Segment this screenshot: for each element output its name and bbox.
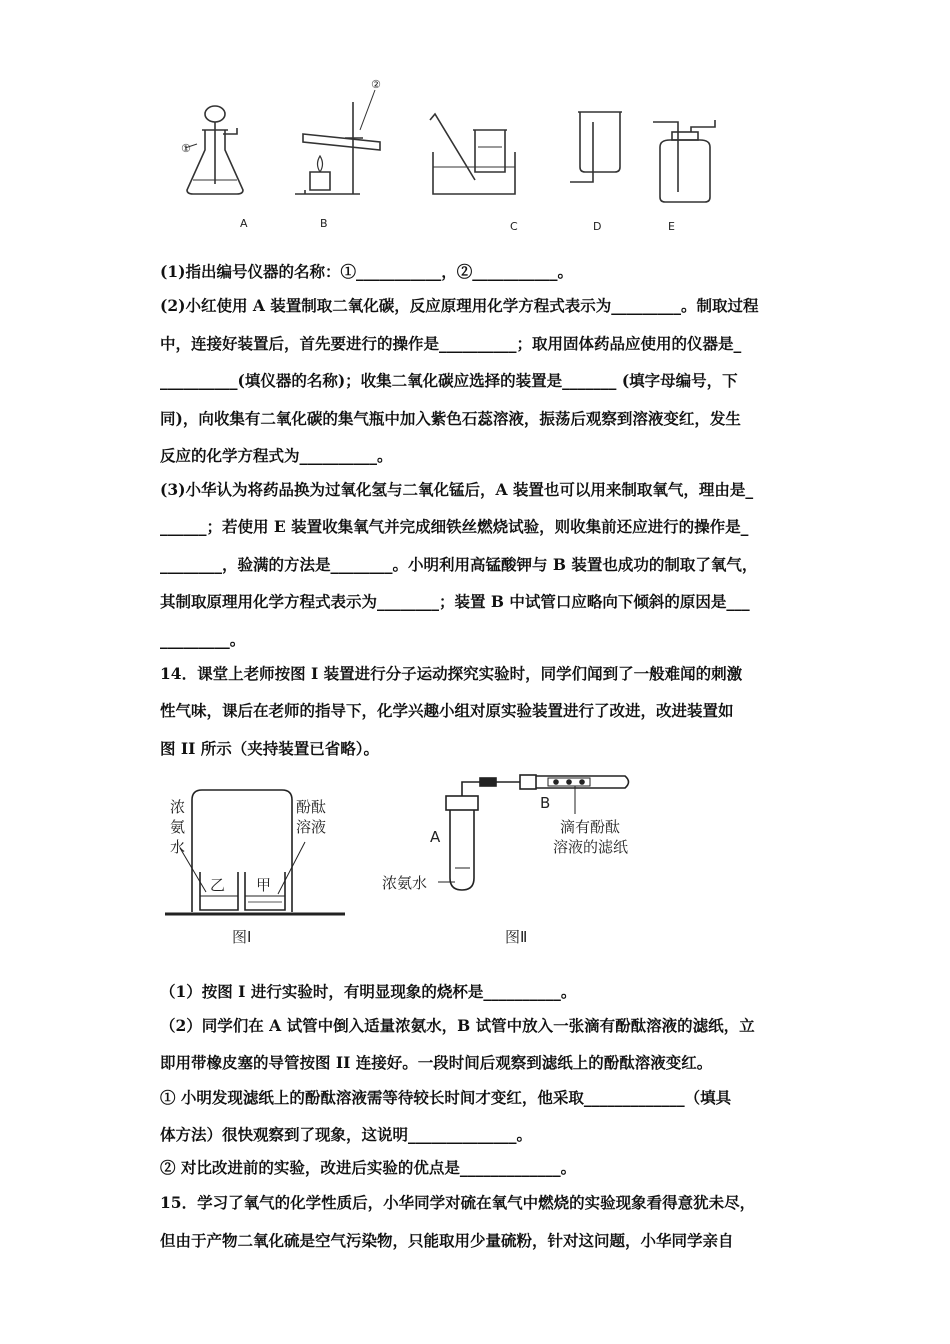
label-d: D (593, 220, 602, 233)
q13-part1: (1)指出编号仪器的名称：①___________，②___________。 (160, 262, 573, 281)
fig1-right-label: 溶液 (296, 818, 327, 836)
q13-part3-line: _________。 (160, 630, 246, 649)
apparatus-c (430, 114, 515, 194)
beaker-left-label: 乙 (210, 876, 226, 894)
q14-circle1-line: 体方法）很快观察到了现象，这说明______________。 (160, 1125, 533, 1144)
fig2-paper-label: 滴有酚酞 (560, 818, 621, 836)
q14-intro-line: 14．课堂上老师按图 I 装置进行分子运动探究实验时，同学们闻到了一般难闻的刺激 (160, 664, 743, 683)
q13-part2-line: 同)，向收集有二氧化碳的集气瓶中加入紫色石蕊溶液，振荡后观察到溶液变红，发生 (160, 409, 741, 428)
q13-part2-line: 中，连接好装置后，首先要进行的操作是__________；取用固体药品应使用的仪器是_ (160, 334, 742, 353)
fig1-left-label: 氨 (170, 818, 186, 836)
q14-intro-line: 图 II 所示（夹持装置已省略）。 (160, 739, 380, 758)
q15-line: 但由于产物二氧化硫是空气污染物，只能取用少量硫粉，针对这问题，小华同学亲自 (160, 1231, 734, 1250)
q14-circle2: ② 对比改进前的实验，改进后实验的优点是_____________。 (160, 1158, 577, 1177)
q15-line: 15．学习了氧气的化学性质后，小华同学对硫在氧气中燃烧的实验现象看得意犹未尽， (160, 1193, 756, 1212)
q13-part2-line: (2)小红使用 A 装置制取二氧化碳，反应原理用化学方程式表示为_________。制取过程 (160, 296, 759, 315)
q14-sub1: （1）按图 I 进行实验时，有明显现象的烧杯是__________。 (160, 982, 577, 1001)
fig1-left-label: 水 (170, 838, 186, 856)
fig1-right-label: 酚酞 (296, 798, 327, 816)
apparatus-a (185, 106, 243, 194)
apparatus-b (295, 90, 380, 194)
q13-part3-line: 其制取原理用化学方程式表示为________；装置 B 中试管口应略向下倾斜的原因是___ (160, 592, 750, 611)
apparatus-figure-a-to-e (175, 72, 735, 237)
q13-part3-line: (3)小华认为将药品换为过氧化氢与二氧化锰后，A 装置也可以用来制取氧气，理由是_ (160, 480, 754, 499)
fig2-caption: 图Ⅱ (505, 928, 528, 946)
label-c: C (510, 220, 518, 233)
q14-sub2-line: （2）同学们在 A 试管中倒入适量浓氨水，B 试管中放入一张滴有酚酞溶液的滤纸，立 (160, 1016, 755, 1035)
apparatus-d (570, 112, 622, 182)
label-a: A (240, 217, 248, 230)
q14-sub2-line: 即用带橡皮塞的导管按图 II 连接好。一段时间后观察到滤纸上的酚酞溶液变红。 (160, 1053, 713, 1072)
label-b: B (320, 217, 328, 230)
q14-intro-line: 性气味，课后在老师的指导下，化学兴趣小组对原实验装置进行了改进，改进装置如 (160, 701, 734, 720)
fig1-caption: 图Ⅰ (232, 928, 252, 946)
marker-1: ① (181, 142, 191, 155)
q13-part3-line: ________，验满的方法是________。小明利用高锰酸钾与 B 装置也成功的制取了氧气， (160, 555, 758, 574)
fig2-paper-label: 溶液的滤纸 (553, 838, 629, 856)
marker-2: ② (371, 78, 381, 91)
fig2-label-a: A (430, 828, 441, 846)
apparatus-e (653, 120, 715, 202)
q14-circle1-line: ① 小明发现滤纸上的酚酞溶液需等待较长时间才变红，他采取_____________（填具 (160, 1088, 732, 1107)
label-e: E (668, 220, 675, 233)
molecule-motion-figure (160, 770, 680, 950)
q13-part3-line: ______；若使用 E 装置收集氧气并完成细铁丝燃烧试验，则收集前还应进行的操作是_ (160, 517, 749, 536)
q13-part2-line: 反应的化学方程式为__________。 (160, 446, 393, 465)
q13-part2-line: __________(填仪器的名称)；收集二氧化碳应选择的装置是_______ (填字母编号，下 (160, 371, 738, 390)
fig2-liquid-label: 浓氨水 (382, 874, 428, 892)
fig1-left-label: 浓 (170, 798, 186, 816)
fig2-label-b: B (540, 794, 551, 812)
beaker-right-label: 甲 (256, 876, 272, 894)
